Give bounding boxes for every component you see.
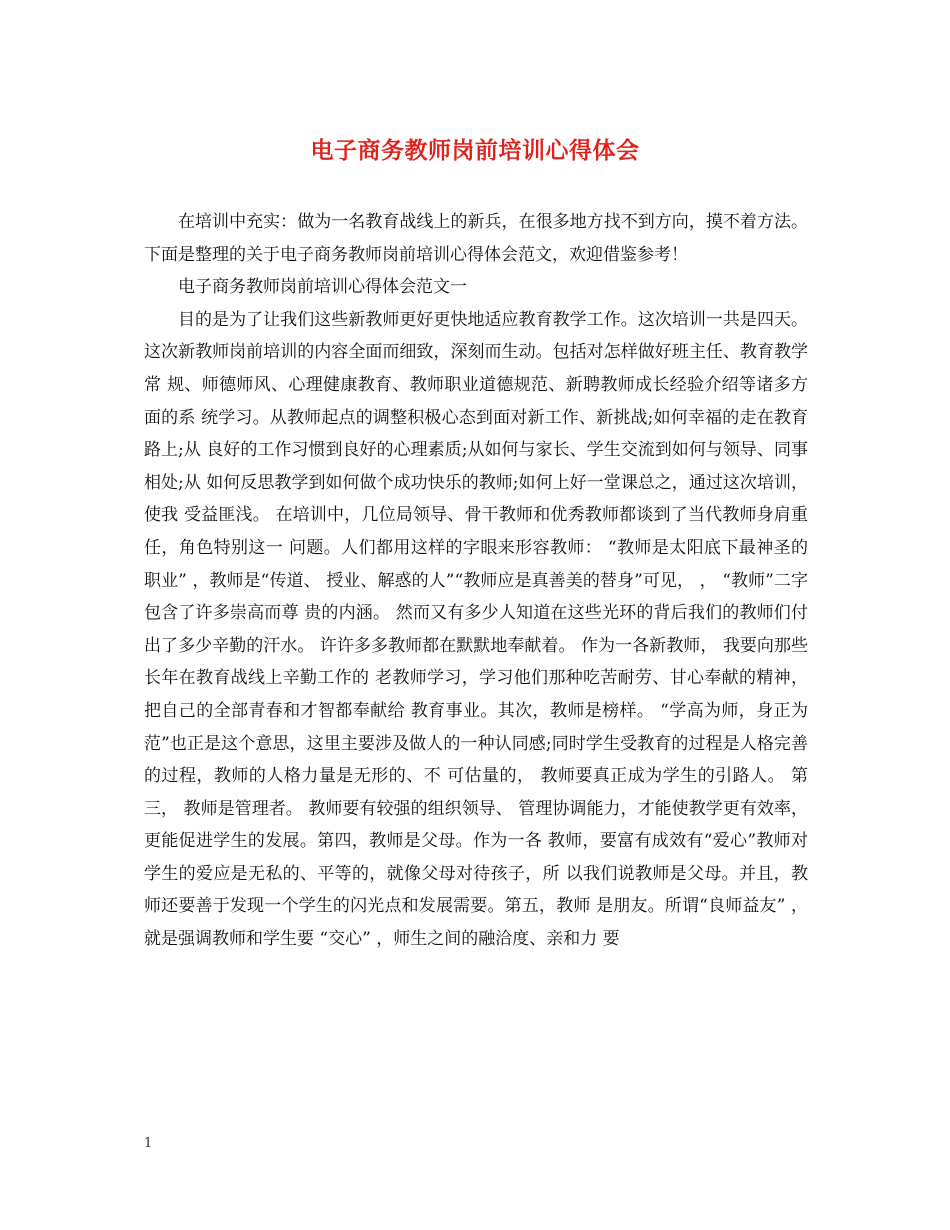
page-number: 1 <box>144 1136 153 1151</box>
document-body <box>144 206 808 956</box>
intro-paragraph: 在培训中充实：做为一名教育战线上的新兵，在很多地方找不到方向，摸不着方法。下面是整理的关于电子商务教师岗前培训心得体会范文，欢迎借鉴参考！ <box>144 212 808 265</box>
section-heading: 电子商务教师岗前培训心得体会范文一 <box>178 277 467 298</box>
body-paragraph: 目的是为了让我们这些新教师更好更快地适应教育教学工作。这次培训一共是四天。 这次新教师岗前培训的内容全面而细致，深刻而生动。包括对怎样做好班主任、教育教学常 规、师德师风、心理健康教育、教师职业道德规范、新聘教师成长经验介绍等诸多方面的系 统学习。从教师起点的调整积极心态到面对新工作、新挑战;如何幸福的走在教育路上;从 良好的工作习惯到良好的心理素质;从如何与家长、学生交流到如何与领导、同事相处;从 如何反思教学到如何做个成功快乐的教师;如何上好一堂课总之，通过这次培训，使我 受益匪浅。 在培训中，几位局领导、骨干教师和优秀教师都谈到了当代教师身肩重任，角色特别这一 问题。人们都用这样的字眼来形容教师： “教师是太阳底下最神圣的职业” ，教师是“传道、 授业、解惑的人”“教师应是真善美的替身”可见， ， “教师”二字包含了许多崇高而尊 贵的内涵。 然而又有多少人知道在这些光环的背后我们的教师们付出了多少辛勤的汗水。 许许多多教师都在默默地奉献着。 作为一各新教师， 我要向那些长年在教育战线上辛勤工作的 老教师学习，学习他们那种吃苦耐劳、甘心奉献的精神，把自己的全部青春和才智都奉献给 教育事业。其次，教师是榜样。 “学高为师，身正为范”也正是这个意思，这里主要涉及做人的一种认同感;同时学生受教育的过程是人格完善的过程，教师的人格力量是无形的、不 可估量的， 教师要真正成为学生的引路人。 第三， 教师是管理者。 教师要有较强的组织领导、 管理协调能力，才能使教学更有效率，更能促进学生的发展。第四，教师是父母。作为一各 教师，要富有成效有“爱心”教师对学生的爱应是无私的、平等的，就像父母对待孩子，所 以我们说教师是父母。并且，教师还要善于发现一个学生的闪光点和发展需要。第五，教师 是朋友。所谓“良师益友” ，就是强调教师和学生要 “交心” ，师生之间的融洽度、亲和力 要 <box>144 309 808 950</box>
page-title: 电子商务教师岗前培训心得体会 <box>310 137 640 164</box>
